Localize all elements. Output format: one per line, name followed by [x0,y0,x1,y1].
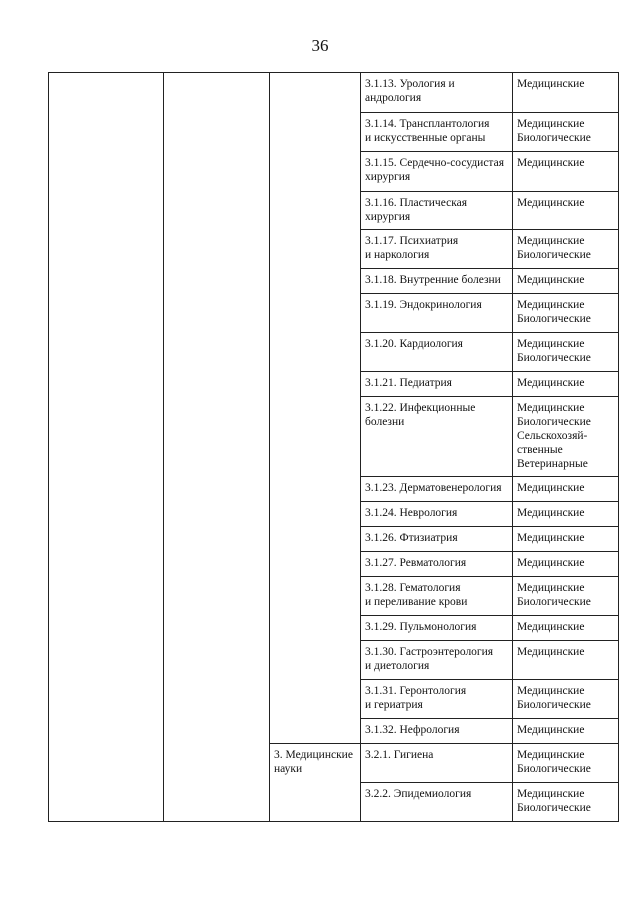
science-field-cell: Медицинские [513,527,619,552]
specialty-cell: 3.1.30. Гастроэнтерология и диетология [361,641,513,680]
specialty-cell: 3.1.22. Инфекционные болезни [361,397,513,477]
group-cell-medical-sciences: 3. Медицинские науки [270,744,361,822]
specialty-cell: 3.2.2. Эпидемиология [361,783,513,822]
science-field-cell: Медицинские Биологические [513,333,619,372]
specialty-cell: 3.1.16. Пластическая хирургия [361,192,513,230]
science-field-cell: Медицинские [513,719,619,744]
science-field-cell: Медицинские [513,477,619,502]
empty-cell-col3 [270,73,361,744]
science-field-cell: Медицинские [513,372,619,397]
specialty-cell: 3.1.13. Урология и андрология [361,73,513,113]
science-field-cell: Медицинские Биологические [513,230,619,269]
science-field-cell: Медицинские [513,502,619,527]
specialty-cell: 3.1.31. Геронтология и гериатрия [361,680,513,719]
specialty-cell: 3.1.21. Педиатрия [361,372,513,397]
science-field-cell: Медицинские Биологические [513,113,619,152]
science-field-cell: Медицинские [513,552,619,577]
specialty-cell: 3.1.23. Дерматовенерология [361,477,513,502]
specialty-cell: 3.1.20. Кардиология [361,333,513,372]
specialty-cell: 3.1.32. Нефрология [361,719,513,744]
science-field-cell: Медицинские Биологические [513,294,619,333]
science-field-cell: Медицинские [513,616,619,641]
science-field-cell: Медицинские [513,192,619,230]
science-field-cell: Медицинские [513,73,619,113]
science-field-cell: Медицинские Биологические [513,783,619,822]
specialty-cell: 3.1.29. Пульмонология [361,616,513,641]
specialty-cell: 3.1.17. Психиатрия и наркология [361,230,513,269]
specialty-cell: 3.2.1. Гигиена [361,744,513,783]
science-field-cell: Медицинские Биологические Сельскохозяй- ственные Ветеринарные [513,397,619,477]
empty-cell-col1 [49,73,164,822]
science-field-cell: Медицинские Биологические [513,680,619,719]
science-field-cell: Медицинские [513,152,619,192]
science-field-cell: Медицинские Биологические [513,577,619,616]
specialties-table [48,72,619,822]
page-number: 36 [311,36,329,55]
specialty-cell: 3.1.18. Внутренние болезни [361,269,513,294]
science-field-cell: Медицинские Биологические [513,744,619,783]
science-field-cell: Медицинские [513,269,619,294]
specialty-cell: 3.1.14. Трансплантология и искусственные органы [361,113,513,152]
specialty-cell: 3.1.15. Сердечно-сосудистая хирургия [361,152,513,192]
specialty-cell: 3.1.24. Неврология [361,502,513,527]
specialty-cell: 3.1.19. Эндокринология [361,294,513,333]
empty-cell-col2 [164,73,270,822]
specialty-cell: 3.1.28. Гематология и переливание крови [361,577,513,616]
specialty-cell: 3.1.27. Ревматология [361,552,513,577]
science-field-cell: Медицинские [513,641,619,680]
specialty-cell: 3.1.26. Фтизиатрия [361,527,513,552]
